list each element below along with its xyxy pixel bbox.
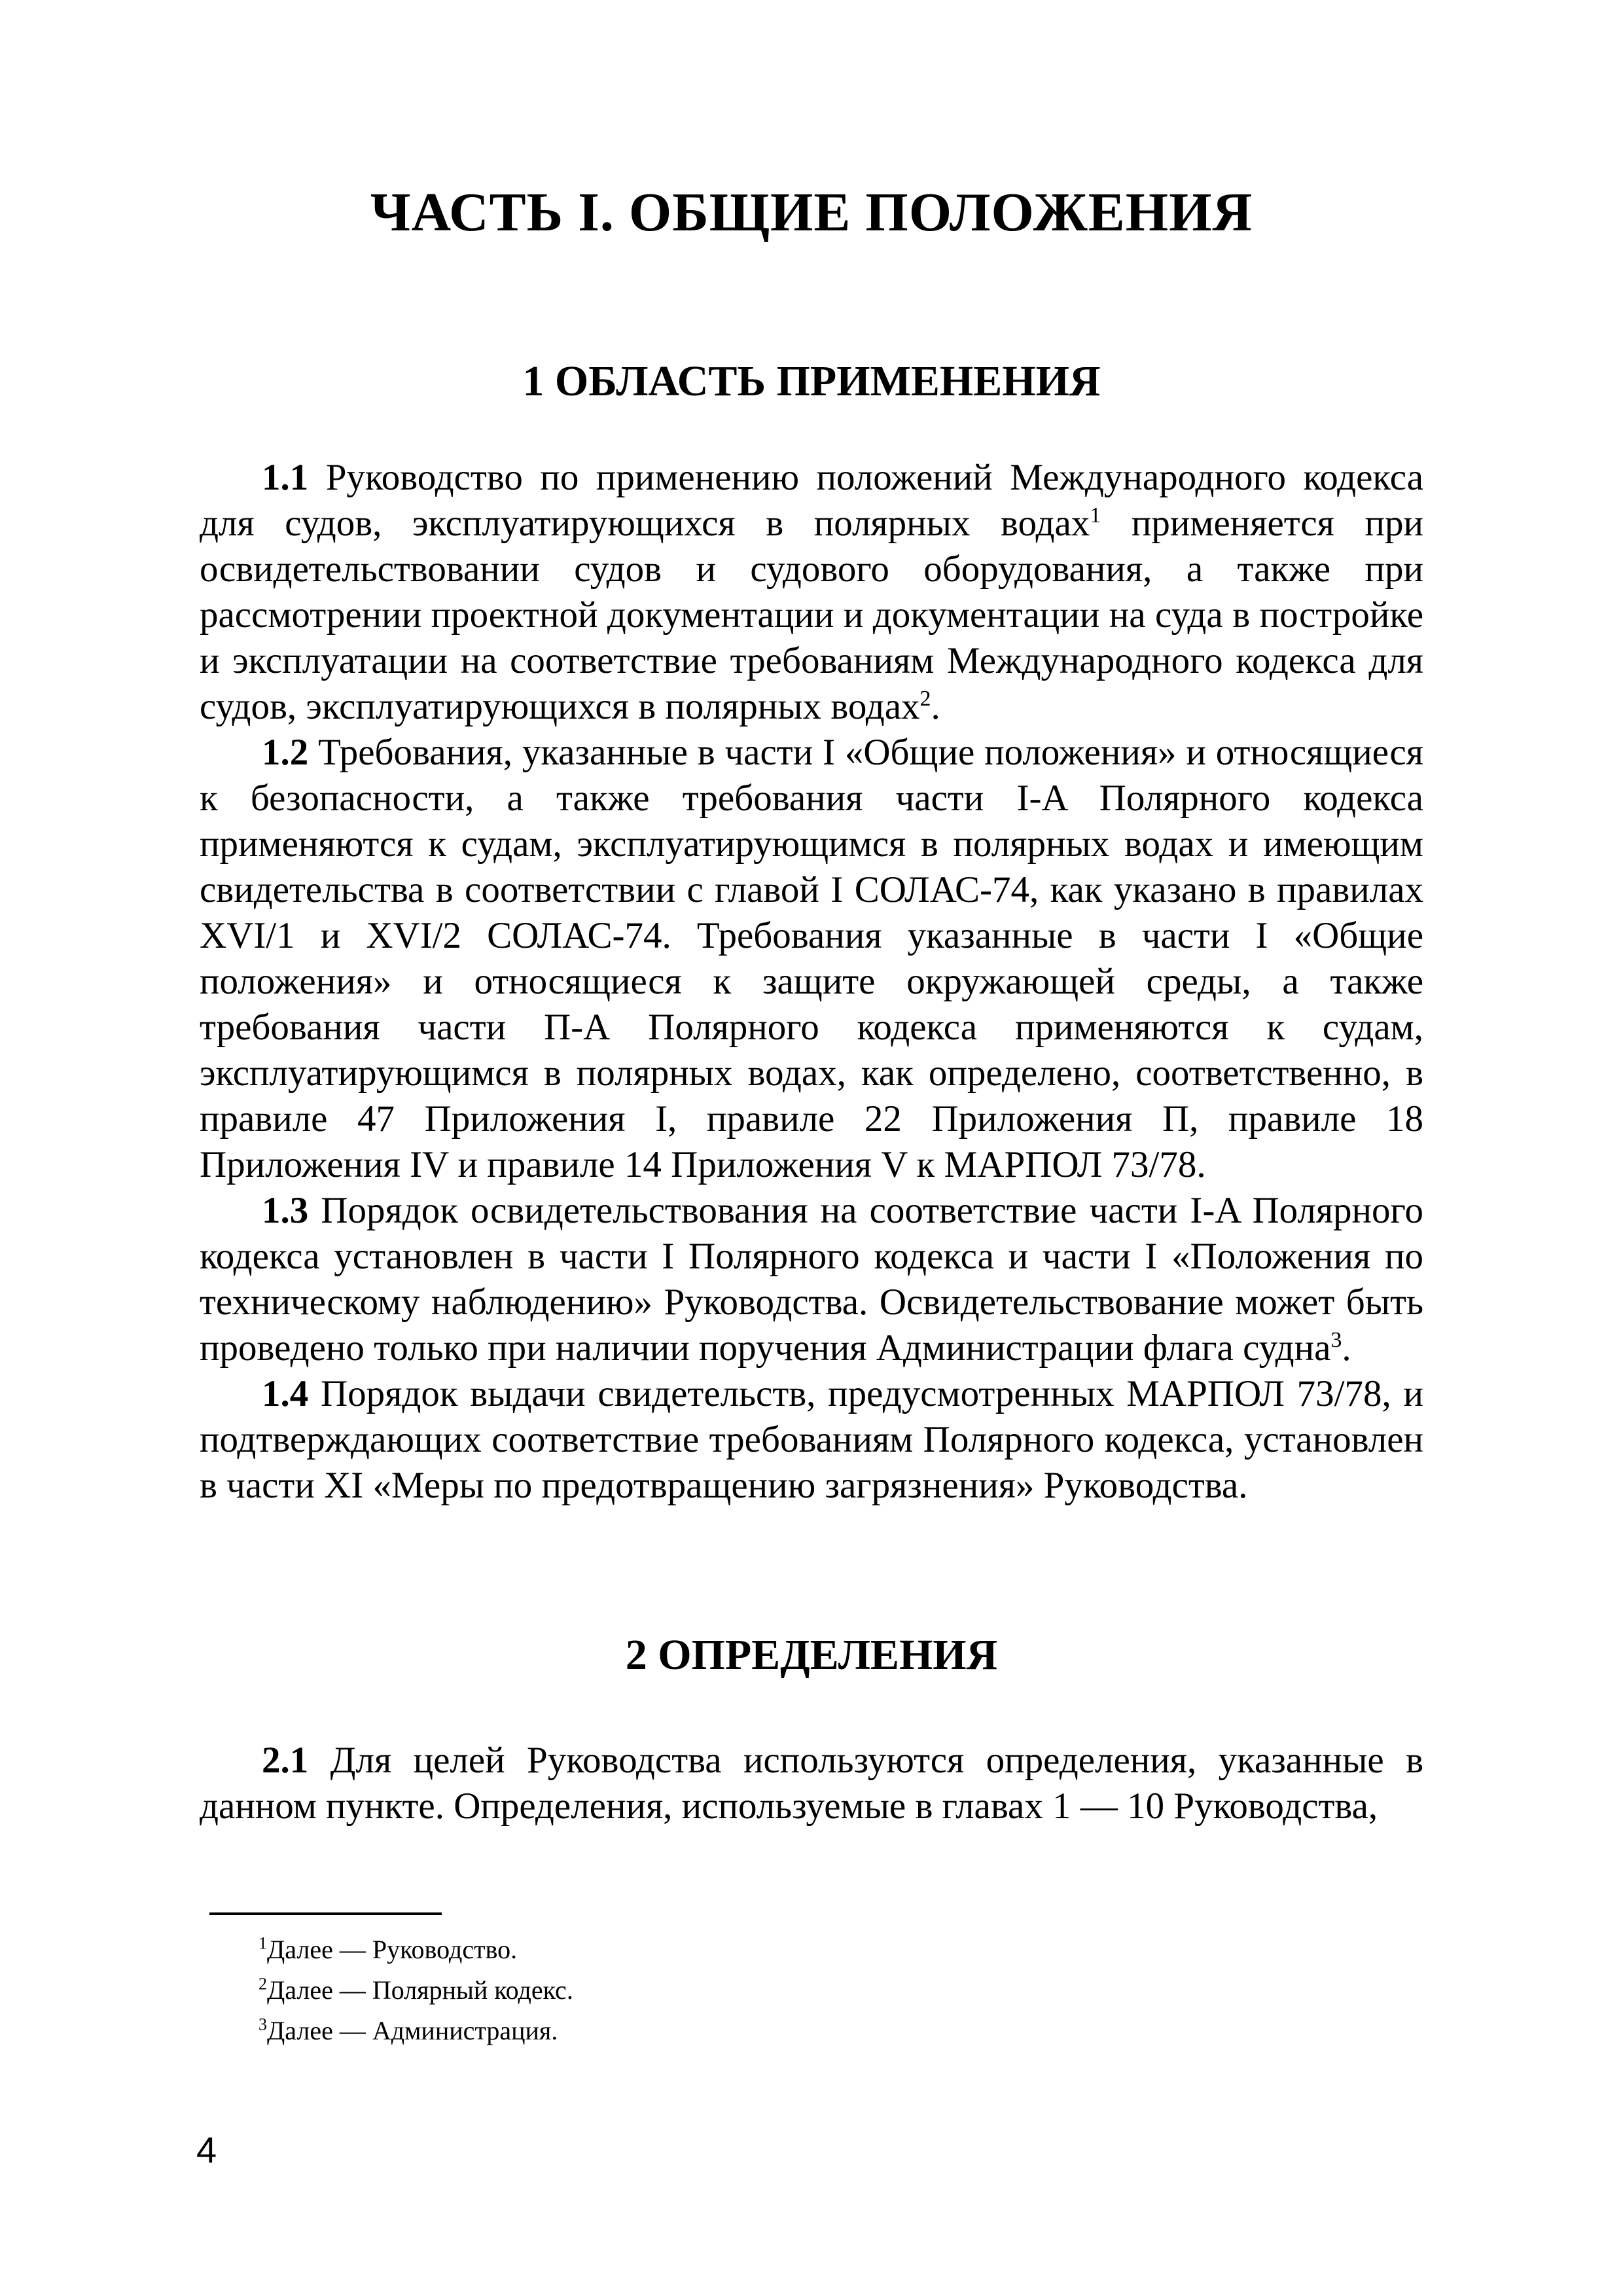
footnote-1 [259,1929,1240,1970]
section-2-body [200,1738,1423,1829]
paragraph-text: . [1342,1327,1351,1369]
footnote-marker: 2 [919,687,931,711]
footnote-2 [259,1970,1240,2011]
paragraph-number: 1.1 [262,457,309,498]
footnotes [259,1929,1240,2051]
section-2-title: 2 ОПРЕДЕЛЕНИЯ [625,1631,998,1679]
paragraph-text: Порядок освидетельствования на соответствие части I-A Полярного кодекса установлен в части I Полярного кодекса и части I «Положения по техническому наблюдению» Руководства. Освидетельствование может быть проведено только при наличии поручения Администрации флага судна [200,1190,1423,1369]
paragraph-number: 1.2 [262,732,309,773]
paragraph-1-2 [200,730,1423,1188]
footnote-text: Далее — Администрация. [267,2016,558,2045]
footnote-text: Далее — Руководство. [267,1935,518,1964]
paragraph-text: Руководство по применению положений Международного кодекса для судов, эксплуатирующихся в полярных водах [200,457,1423,544]
part-title: ЧАСТЬ I. ОБЩИЕ ПОЛОЖЕНИЯ [370,182,1253,243]
paragraph-1-4 [200,1371,1423,1509]
section-1-body [200,455,1423,1509]
footnote-mark: 1 [259,1933,267,1953]
footnote-3 [259,2011,1240,2051]
paragraph-text: Требования, указанные в части I «Общие положения» и относящиеся к безопасности, а также требования части I-A Полярного кодекса применяются к судам, эксплуатирующимся в полярных водах и имеющим свидетельства в соответствии с главой I СОЛАС-74, как указано в правилах XVI/1 и XVI/2 СОЛАС-74. Требования указанные в части I «Общие положения» и относящиеся к защите окружающей среды, а также требования части П-А Полярного кодекса применяются к судам, эксплуатирующимся в полярных водах, как определено, соответственно, в правиле 47 Приложения I, правиле 22 Приложения П, правиле 18 Приложения IV и правиле 14 Приложения V к МАРПОЛ 73/78. [200,732,1423,1185]
footnote-mark: 2 [259,1974,267,1994]
footnote-text: Далее — Полярный кодекс. [267,1975,573,2005]
paragraph-2-1 [200,1738,1423,1829]
paragraph-number: 1.3 [262,1190,309,1231]
footnote-separator [209,1912,442,1915]
paragraph-number: 2.1 [262,1740,309,1781]
paragraph-text: Порядок выдачи свидетельств, предусмотренных МАРПОЛ 73/78, и подтверждающих соответствие требованиям Полярного кодекса, установлен в части XI «Меры по предотвращению загрязнения» Руководства. [200,1373,1423,1506]
footnote-marker: 1 [1090,503,1101,528]
paragraph-number: 1.4 [262,1373,309,1414]
paragraph-1-3 [200,1188,1423,1371]
footnote-mark: 3 [259,2015,267,2034]
footnote-marker: 3 [1330,1328,1342,1352]
paragraph-1-1 [200,455,1423,730]
section-1-title: 1 ОБЛАСТЬ ПРИМЕНЕНИЯ [522,357,1101,405]
paragraph-text: применяется при освидетельствовании судов и судового оборудования, а также при рассмотрении проектной документации и документации на суда в постройке и эксплуатации на соответствие требованиям Международного кодекса для судов, эксплуатирующихся в полярных водах [200,503,1424,727]
page-number: 4 [196,2129,217,2170]
paragraph-text: Для целей Руководства используются определения, указанные в данном пункте. Определения, используемые в главах 1 — 10 Руководства, [200,1740,1423,1827]
paragraph-text: . [931,686,940,727]
